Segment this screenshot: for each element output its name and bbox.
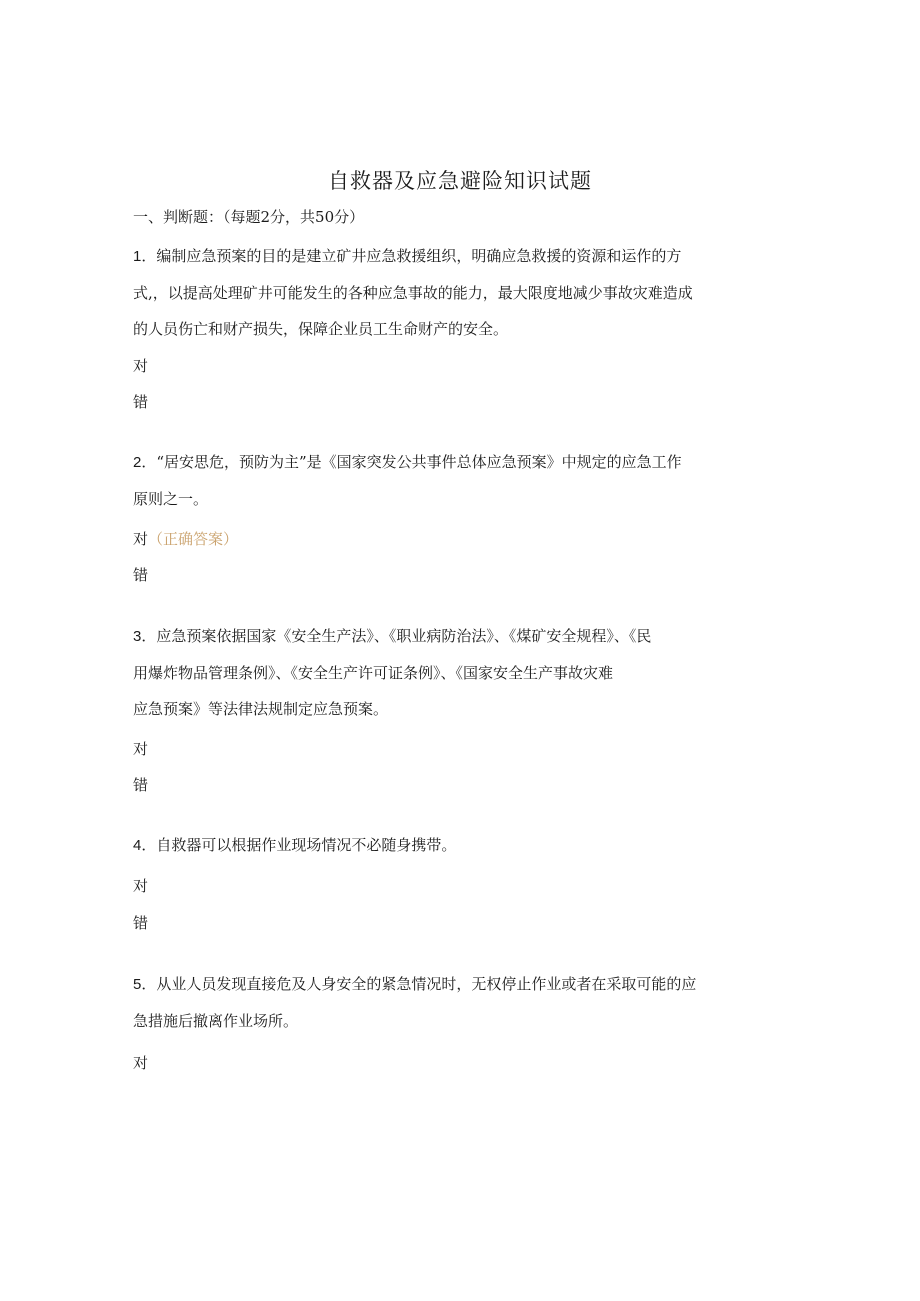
question-text: ．自救器可以根据作业现场情况不必随身携带。 <box>141 836 457 854</box>
question-number: 4 <box>133 837 142 854</box>
option-false[interactable]: 错 <box>133 776 149 794</box>
question-text: ．编制应急预案的目的是建立矿井应急救援组织，明确应急救援的资源和运作的方 <box>141 247 682 265</box>
option-true[interactable]: 对 <box>133 1054 149 1072</box>
question-1 <box>133 238 783 347</box>
question-text: ．从业人员发现直接危及人身安全的紧急情况时，无权停止作业或者在采取可能的应 <box>141 975 697 993</box>
question-line <box>133 618 783 655</box>
question-2 <box>133 444 783 517</box>
option-false[interactable]: 错 <box>133 566 149 584</box>
question-line: 的人员伤亡和财产损失，保障企业员工生命财产的安全。 <box>133 320 509 338</box>
question-line: 用爆炸物品管理条例》、《安全生产许可证条例》、《国家安全生产事故灾难 <box>133 664 614 682</box>
option-true[interactable] <box>133 527 238 551</box>
question-number: 5 <box>133 976 142 993</box>
question-text: ．“居安思危，预防为主”是《国家突发公共事件总体应急预案》中规定的应急工作 <box>141 453 682 471</box>
option-label: 对 <box>133 530 149 548</box>
question-line <box>133 966 783 1003</box>
question-number: 2 <box>133 454 142 471</box>
question-line: 原则之一。 <box>133 490 209 508</box>
document-title: 自救器及应急避险知识试题 <box>328 169 592 193</box>
option-true[interactable]: 对 <box>133 877 149 895</box>
option-true[interactable]: 对 <box>133 357 149 375</box>
question-line <box>133 827 783 864</box>
question-4 <box>133 827 783 864</box>
question-line: 急措施后撤离作业场所。 <box>133 1012 299 1030</box>
option-false[interactable]: 错 <box>133 393 149 411</box>
correct-answer-hint: （正确答案） <box>148 530 239 548</box>
question-3 <box>133 618 783 727</box>
question-line: 应急预案》等法律法规制定应急预案。 <box>133 700 389 718</box>
question-5 <box>133 966 783 1039</box>
question-line: 式,，以提高处理矿井可能发生的各种应急事故的能力，最大限度地减少事故灾难造成 <box>133 284 693 302</box>
question-number: 1 <box>133 248 142 265</box>
option-true[interactable]: 对 <box>133 740 149 758</box>
question-line <box>133 444 783 481</box>
section-heading: 一、判断题：（每题2分，共50分） <box>133 208 365 226</box>
question-line <box>133 238 783 275</box>
option-false[interactable]: 错 <box>133 914 149 932</box>
question-number: 3 <box>133 628 142 645</box>
question-text: ．应急预案依据国家《安全生产法》、《职业病防治法》、《煤矿安全规程》、《民 <box>141 627 652 645</box>
